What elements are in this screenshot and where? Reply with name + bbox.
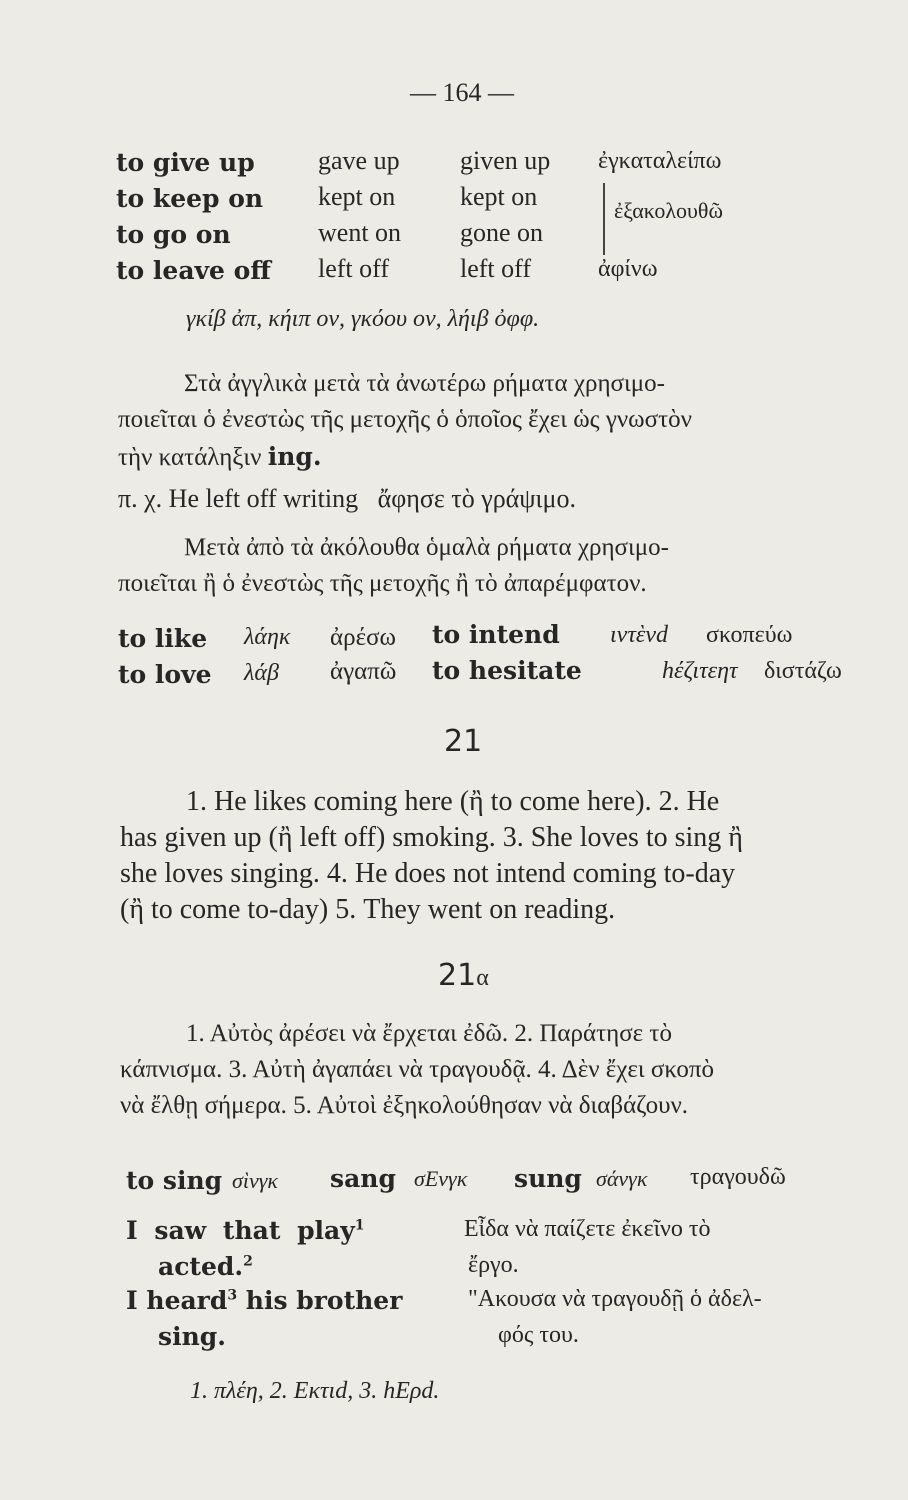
sentence-gr-line: "Ακουσα νὰ τραγουδῇ ὁ ἀδελ- (468, 1286, 762, 1312)
sentence-text: I saw that play (126, 1216, 355, 1245)
sentence-gr-line: Εἶδα νὰ παίζετε ἐκεῖνο τὸ (464, 1216, 711, 1242)
past-cell: kept on (318, 182, 396, 211)
participle-cell: gone on (460, 218, 544, 247)
section-heading-21: 21 (444, 724, 483, 759)
example-line (118, 484, 576, 514)
verb-cell: to hesitate (432, 656, 582, 685)
pron-cell: ιντὲνd (610, 622, 669, 648)
paragraph-line: ποιεῖται ὁ ἐνεστὼς τῆς μετοχῆς ὁ ὁποῖος ἔχει ὡς γνωστὸν (118, 406, 692, 433)
page-number: — 164 — (410, 78, 514, 107)
paragraph-line: Μετὰ ἀπὸ τὰ ἀκόλουθα ὁμαλὰ ρήματα χρησιμο- (184, 534, 669, 561)
greek-cell: ἐγκαταλείπω (598, 148, 722, 174)
verb-cell: to intend (432, 620, 560, 649)
sentence-en-line (126, 1286, 402, 1315)
exercise-line: (ἢ to come to-day) 5. They went on reading. (120, 894, 616, 925)
pron-cell: λάβ (244, 660, 279, 686)
example-prefix: π. χ. (118, 484, 163, 513)
verb-cell: to go on (116, 220, 231, 249)
verb-cell: to give up (116, 148, 255, 177)
participle-cell: given up (460, 146, 551, 175)
greek-cell: ἐξακολουθῶ (614, 198, 723, 223)
greek-cell: ἀφίνω (598, 256, 658, 282)
participle-cell: left off (460, 254, 531, 283)
sentence-text: his brother (237, 1286, 403, 1315)
verb-cell: to leave off (116, 256, 271, 285)
sentence-text: I heard (126, 1286, 228, 1315)
example-english: He left off writing (168, 484, 359, 513)
greek-cell: τραγουδῶ (690, 1164, 786, 1190)
footnote: 1. πλέη, 2. Εκτιd, 3. hΕρd. (190, 1378, 440, 1404)
sentence-gr-line: φός του. (498, 1322, 579, 1348)
paragraph-line (118, 442, 322, 472)
pron-cell: hέζιτεητ (662, 658, 738, 684)
sentence-gr-line: ἔργο. (468, 1252, 519, 1278)
sentence-en-line (126, 1216, 365, 1245)
sentence-text: acted. (158, 1252, 244, 1281)
pron-cell: σάνγκ (596, 1166, 648, 1191)
verb-cell: to love (118, 660, 212, 689)
section-suffix: α (476, 965, 489, 991)
pron-cell: σΕνγκ (414, 1166, 468, 1191)
ing-suffix: ing. (267, 442, 322, 471)
pron-cell: σὶνγκ (232, 1168, 278, 1193)
verb-cell: to keep on (116, 184, 264, 213)
exercise-line: νὰ ἔλθῃ σήμερα. 5. Αὐτοὶ ἐξηκολούθησαν νὰ διαβάζουν. (120, 1092, 689, 1119)
verb-cell: sang (330, 1164, 396, 1193)
footnote-ref: 3 (227, 1287, 238, 1304)
example-greek: ἄφησε τὸ γράψιμο. (377, 484, 576, 513)
exercise-line: 1. He likes coming here (ἢ to come here). 2. He (186, 786, 720, 817)
section-heading-21a (438, 958, 489, 993)
section-number: 21 (438, 958, 477, 993)
past-cell: gave up (318, 146, 400, 175)
paragraph-line: ποιεῖται ἢ ὁ ἐνεστὼς τῆς μετοχῆς ἢ τὸ ἀπαρέμφατον. (118, 570, 647, 597)
footnote-ref: 2 (243, 1253, 253, 1270)
brace-mark (603, 183, 611, 255)
greek-cell: διστάζω (764, 658, 842, 684)
exercise-line: κάπνισμα. 3. Αὐτὴ ἀγαπάει νὰ τραγουδᾷ. 4. Δὲν ἔχει σκοπὸ (120, 1056, 715, 1083)
footnote-ref: 1 (354, 1217, 365, 1234)
verb-cell: sung (514, 1164, 582, 1193)
verb-cell: to sing (126, 1166, 223, 1195)
verb-cell: to like (118, 624, 208, 653)
paragraph-text: τὴν κατάληξιν (118, 444, 262, 471)
greek-cell: ἀρέσω (330, 624, 397, 651)
sentence-en-line: sing. (158, 1322, 226, 1351)
exercise-line: has given up (ἢ left off) smoking. 3. She loves to sing ἢ (120, 822, 743, 853)
past-cell: went on (318, 218, 402, 247)
participle-cell: kept on (460, 182, 538, 211)
sentence-en-line (158, 1252, 253, 1281)
greek-cell: ἀγαπῶ (330, 658, 397, 685)
greek-cell: σκοπεύω (706, 622, 793, 648)
exercise-line: she loves singing. 4. He does not intend coming to-day (120, 858, 736, 889)
paragraph-line: Στὰ ἀγγλικὰ μετὰ τὰ ἀνωτέρω ρήματα χρησιμο- (184, 370, 665, 397)
pron-cell: λάηκ (244, 624, 291, 650)
exercise-line: 1. Αὐτὸς ἀρέσει νὰ ἔρχεται ἐδῶ. 2. Παράτησε τὸ (186, 1020, 672, 1047)
past-cell: left off (318, 254, 389, 283)
pronunciation-line: γκίβ ἀπ, κήιπ ον, γκόου ον, λήιβ ὀφφ. (186, 306, 540, 332)
